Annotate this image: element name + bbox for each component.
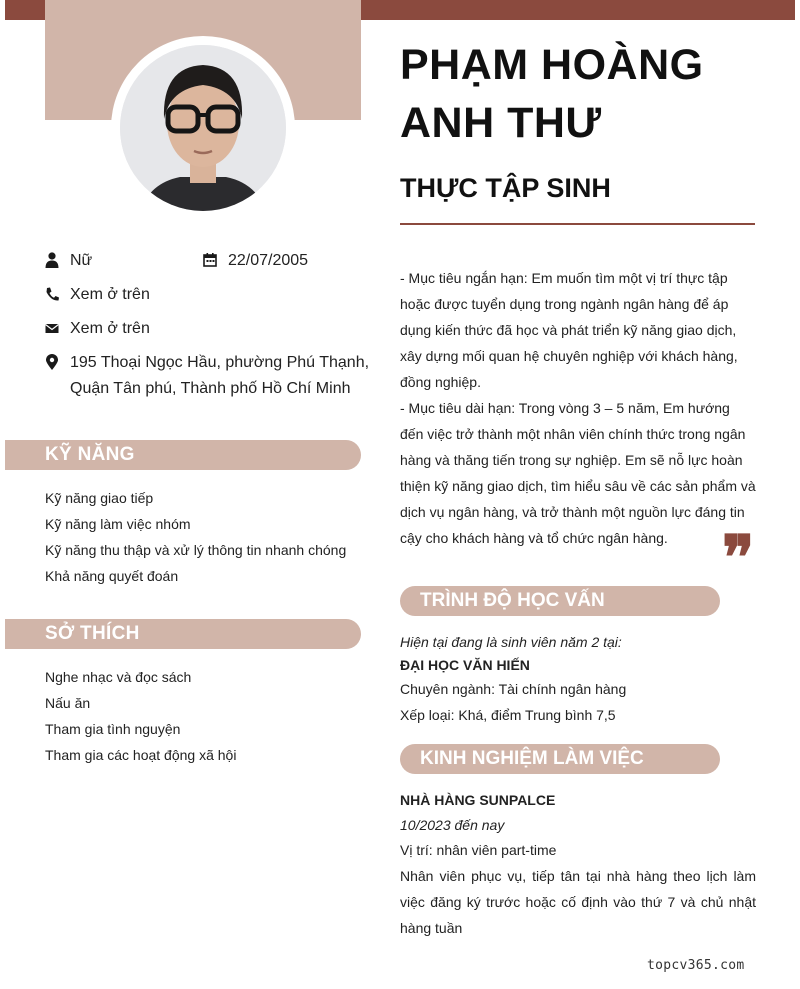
experience-heading: KINH NGHIỆM LÀM VIỆC [420,748,644,769]
education-intro: Hiện tại đang là sinh viên năm 2 tại: [400,634,622,650]
profile-photo [120,45,286,211]
birthdate-value: 22/07/2005 [228,252,309,269]
work-period: 10/2023 đến nay [400,817,505,833]
calendar-icon [203,252,217,268]
candidate-name [400,36,704,152]
skills-heading: KỸ NĂNG [45,444,135,465]
skills-heading-bar [5,440,361,470]
education-heading: TRÌNH ĐỘ HỌC VẤN [420,590,605,611]
phone-value: Xem ở trên [70,286,150,303]
footer-site: topcv365.com [647,958,745,973]
skill-item: Kỹ năng giao tiếp [45,490,154,506]
hobbies-list [45,664,236,768]
quote-icon: ❞ [722,523,755,593]
address-line-1: 195 Thoại Ngọc Hầu, phường Phú Thạnh, [70,354,370,371]
education-major: Chuyên ngành: Tài chính ngân hàng [400,681,627,697]
address-line-2: Quận Tân phú, Thành phố Hồ Chí Minh [70,380,351,397]
hobby-item: Nghe nhạc và đọc sách [45,669,192,685]
person-icon [45,252,59,268]
title-divider [400,223,755,225]
job-title: THỰC TẬP SINH [400,173,611,203]
work-description: Nhân viên phục vụ, tiếp tân tại nhà hàng theo lịch làm việc đăng ký trước hoặc cố định vào thứ 7 và chủ nhật hàng tuần [400,868,756,936]
name-line-1: PHẠM HOÀNG [400,41,704,89]
skills-list [45,485,346,589]
work-position: Vị trí: nhân viên part-time [400,842,557,858]
education-heading-bar [400,586,720,616]
experience-section [400,787,756,941]
email-value: Xem ở trên [70,320,150,337]
skill-item: Kỹ năng làm việc nhóm [45,516,191,532]
school-name: ĐẠI HỌC VĂN HIẾN [400,657,530,673]
gender-value: Nữ [70,252,93,269]
objective-short-term: - Mục tiêu ngắn hạn: Em muốn tìm một vị trí thực tập hoặc được tuyển dụng trong ngành ngân hàng để áp dụng kiến thức đã học và phát triển kỹ năng giao dịch, xây dựng mối quan hệ chuyên nghiệp với khách hàng, đồng nghiệp. [400,270,738,390]
hobby-item: Nấu ăn [45,695,91,711]
hobbies-heading-bar [5,619,361,649]
hobby-item: Tham gia tình nguyện [45,721,181,737]
education-section [400,630,756,728]
portrait-illustration [120,45,286,211]
skill-item: Khả năng quyết đoán [45,568,179,584]
hobby-item: Tham gia các hoạt động xã hội [45,747,237,763]
phone-icon [45,286,59,302]
hobbies-heading: SỞ THÍCH [45,623,140,644]
education-grade: Xếp loại: Khá, điểm Trung bình 7,5 [400,707,616,723]
objective-long-term: - Mục tiêu dài hạn: Trong vòng 3 – 5 năm, Em hướng đến việc trở thành một nhân viên chính thức trong ngân hàng và thăng tiến trong sự nghiệp. Em sẽ nỗ lực hoàn thiện kỹ năng giao dịch, tìm hiểu sâu về các sản phẩm và dịch vụ ngân hàng, và trở thành một nguồn lực đáng tin cậy cho khách hàng và tổ chức ngân hàng. [400,400,756,546]
career-objective [400,265,756,551]
experience-heading-bar [400,744,720,774]
envelope-icon [45,320,59,336]
company-name: NHÀ HÀNG SUNPALCE [400,792,556,808]
name-line-2: ANH THƯ [400,99,602,147]
map-pin-icon [45,354,59,370]
skill-item: Kỹ năng thu thập và xử lý thông tin nhanh chóng [45,542,347,558]
